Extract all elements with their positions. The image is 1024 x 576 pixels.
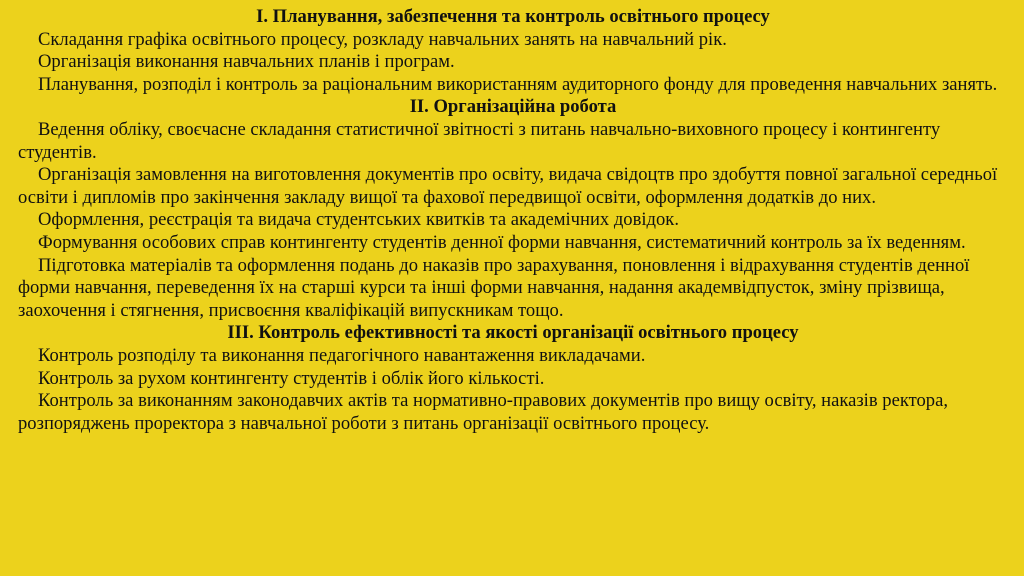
paragraph: Контроль за рухом контингенту студентів і облік його кількості. — [38, 367, 545, 389]
paragraph: Контроль за виконанням законодавчих актів та нормативно-правових документів про вищу освіту, наказів ректора, розпоряджень проректора з навчальної роботи з питань організації освітнього процесу. — [18, 390, 948, 434]
section-heading-quality-control: ІІІ. Контроль ефективності та якості організації освітнього процесу — [227, 322, 799, 344]
paragraph: Ведення обліку, своєчасне складання статистичної звітності з питань навчально-виховного процесу і контингенту студентів. — [18, 118, 941, 163]
section-heading-organizational-work: ІІ. Організаційна робота — [409, 96, 617, 118]
paragraph: Підготовка матеріалів та оформлення подань до наказів про зарахування, поновлення і відрахування студентів денної форми навчання, переведення їх на старші курси та інші форми навчання, надання академвідпусток, зміну прізвища, заохочення і стягнення, присвоєння кваліфікацій випускникам тощо. — [18, 254, 970, 321]
paragraph: Організація виконання навчальних планів і програм. — [38, 51, 455, 73]
paragraph: Формування особових справ контингенту студентів денної форми навчання, систематичний контроль за їх веденням. — [38, 231, 966, 253]
paragraph: Планування, розподіл і контроль за раціональним використанням аудиторного фонду для проведення навчальних занять. — [38, 73, 998, 95]
paragraph: Організація замовлення на виготовлення документів про освіту, видача свідоцтв про здобуття повної загальної середньої освіти і дипломів про закінчення закладу вищої та фахової передвищої освіти, оформлення додатків до них. — [18, 164, 998, 208]
section-heading-planning: I. Планування, забезпечення та контроль освітнього процесу — [256, 6, 770, 27]
paragraph: Контроль розподілу та виконання педагогічного навантаження викладачами. — [38, 344, 646, 366]
section-quality-control — [18, 322, 1008, 435]
section-organizational-work — [18, 96, 1008, 322]
paragraph: Оформлення, реєстрація та видача студентських квитків та академічних довідок. — [38, 209, 679, 231]
paragraph: Складання графіка освітнього процесу, розкладу навчальних занять на навчальний рік. — [38, 28, 727, 50]
section-planning — [18, 6, 1008, 96]
